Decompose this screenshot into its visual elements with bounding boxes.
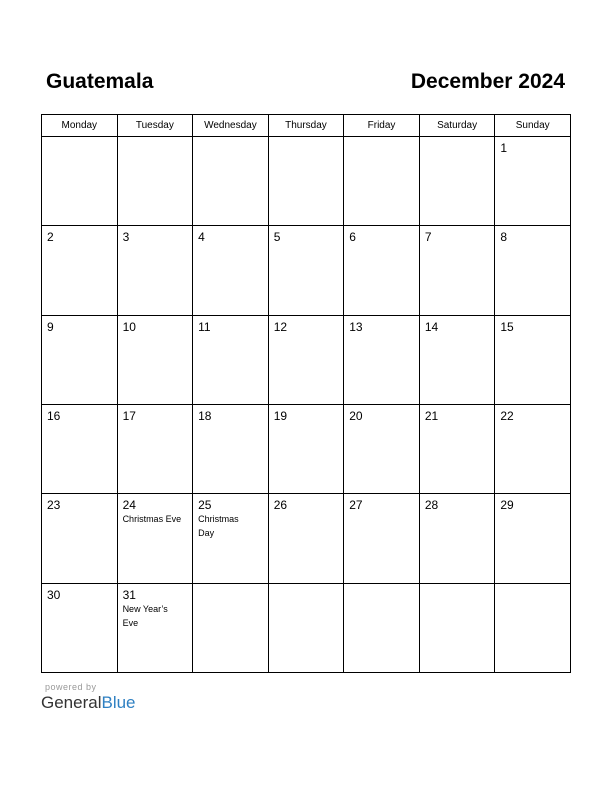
week-row [42, 137, 571, 226]
day-cell [419, 137, 495, 226]
day-number: 3 [122, 230, 130, 245]
powered-by-label: powered by [45, 682, 97, 692]
day-cell [495, 137, 571, 226]
weekday-header: Wednesday [193, 115, 269, 137]
week-row [42, 583, 571, 672]
day-number: 15 [500, 319, 514, 334]
weekday-header-row [42, 115, 571, 137]
holiday-label: Christmas [198, 514, 239, 525]
day-cell [117, 315, 193, 404]
day-cell [117, 494, 193, 583]
weekday-header: Tuesday [117, 115, 193, 137]
day-number: 18 [198, 408, 212, 423]
day-cell [268, 315, 344, 404]
day-cell [193, 315, 269, 404]
day-number: 1 [500, 141, 508, 155]
day-cell [117, 137, 193, 226]
day-cell [495, 315, 571, 404]
day-cell [344, 494, 420, 583]
day-cell [419, 226, 495, 315]
week-row [42, 404, 571, 493]
day-number: 24 [122, 498, 136, 513]
day-cell [42, 583, 118, 672]
day-cell [495, 404, 571, 493]
day-cell [42, 137, 118, 226]
day-number: 11 [198, 319, 211, 334]
day-cell [268, 583, 344, 672]
weekday-header: Monday [42, 115, 118, 137]
day-cell [42, 226, 118, 315]
day-number: 26 [273, 498, 288, 513]
day-number: 25 [198, 498, 212, 513]
week-row [42, 226, 571, 315]
day-number: 6 [349, 230, 356, 245]
day-cell [268, 404, 344, 493]
day-cell [419, 583, 495, 672]
day-cell [419, 494, 495, 583]
month-year-title: December 2024 [410, 70, 565, 93]
day-cell [117, 404, 193, 493]
day-cell [268, 226, 344, 315]
day-number: 2 [47, 230, 54, 245]
day-number: 31 [122, 587, 136, 602]
day-cell [344, 404, 420, 493]
day-number: 20 [349, 408, 363, 423]
day-number: 14 [424, 319, 439, 334]
day-cell [193, 583, 269, 672]
day-number: 7 [424, 230, 432, 245]
day-number: 27 [349, 498, 363, 513]
day-cell [268, 137, 344, 226]
day-cell [42, 404, 118, 493]
week-row [42, 315, 571, 404]
weekday-header: Friday [344, 115, 420, 137]
day-number: 5 [273, 230, 281, 245]
day-cell [42, 494, 118, 583]
holiday-label: Eve [122, 617, 139, 628]
calendar-grid [41, 114, 571, 673]
day-cell [495, 583, 571, 672]
day-number: 9 [47, 319, 54, 334]
holiday-label: New Year’s [122, 603, 168, 614]
day-number: 22 [500, 408, 514, 423]
day-cell [193, 494, 269, 583]
day-number: 13 [349, 319, 363, 334]
day-number: 16 [47, 408, 61, 423]
brand-blue: Blue [101, 693, 136, 712]
day-number: 30 [47, 587, 61, 602]
day-number: 23 [47, 498, 61, 513]
weekday-header: Saturday [419, 115, 495, 137]
week-row [42, 494, 571, 583]
day-number: 29 [500, 498, 514, 513]
weekday-header: Sunday [495, 115, 571, 137]
holiday-label: Day [198, 528, 215, 539]
day-cell [193, 226, 269, 315]
day-cell [344, 137, 420, 226]
day-number: 19 [273, 408, 288, 423]
day-number: 21 [424, 408, 439, 423]
day-number: 28 [424, 498, 439, 513]
day-cell [419, 315, 495, 404]
day-cell [193, 137, 269, 226]
day-cell [344, 226, 420, 315]
day-cell [117, 583, 193, 672]
day-number: 12 [273, 319, 288, 334]
day-number: 4 [198, 230, 205, 245]
brand-logo[interactable] [41, 693, 136, 713]
day-number: 17 [122, 408, 136, 423]
day-cell [344, 583, 420, 672]
day-number: 8 [500, 230, 508, 245]
day-cell [419, 404, 495, 493]
brand-general: General [41, 693, 102, 712]
weekday-header: Thursday [268, 115, 344, 137]
holiday-label: Christmas Eve [122, 514, 182, 525]
day-cell [495, 226, 571, 315]
day-cell [193, 404, 269, 493]
day-cell [117, 226, 193, 315]
day-cell [268, 494, 344, 583]
day-cell [495, 494, 571, 583]
day-number: 10 [122, 319, 136, 334]
day-cell [344, 315, 420, 404]
country-title: Guatemala [46, 70, 154, 93]
day-cell [42, 315, 118, 404]
